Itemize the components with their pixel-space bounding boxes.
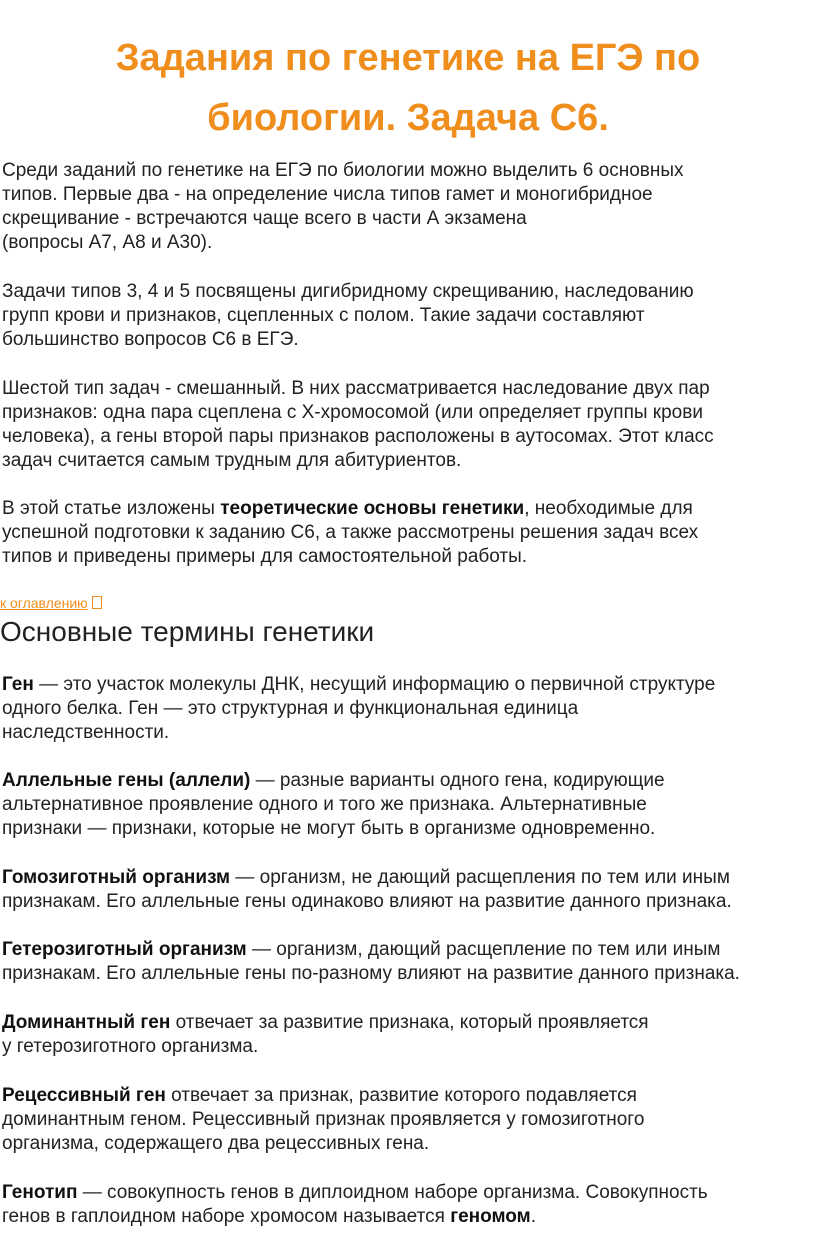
text-line [2, 673, 814, 697]
term-recessive [2, 1084, 814, 1156]
text-span: генов в гаплоидном наборе хромосом называется [2, 1206, 451, 1227]
text-line: организма, содержащего два рецессивных гена. [2, 1133, 430, 1154]
text-line: признаков: одна пара сцеплена с Х-хромосомой (или определяет группы крови [2, 402, 703, 423]
text-line: групп крови и признаков, сцепленных с полом. Такие задачи составляют [2, 305, 645, 326]
intro-paragraph-2 [2, 280, 814, 352]
text-line: альтернативное проявление одного и того же признака. Альтернативные [2, 794, 647, 815]
text-span: В этой статье изложены [2, 498, 221, 519]
term-definition: — это участок молекулы ДНК, несущий информацию о первичной структуре [33, 674, 716, 695]
text-line: Среди заданий по генетике на ЕГЭ по биологии можно выделить 6 основных [2, 160, 684, 181]
term-genotype [2, 1181, 814, 1229]
page-title [0, 28, 816, 148]
text-line: типов и приведены примеры для самостоятельной работы. [2, 546, 528, 567]
bold-term: геномом [450, 1206, 531, 1227]
text-line: одного белка. Ген — это структурная и функциональная единица [2, 698, 579, 719]
text-line: Задачи типов 3, 4 и 5 посвящены дигибридному скрещиванию, наследованию [2, 281, 694, 302]
intro-paragraph-1 [2, 159, 814, 255]
toc-link-label: к оглавлению [0, 595, 88, 611]
term-definition: отвечает за развитие признака, который проявляется [170, 1012, 649, 1033]
text-line: наследственности. [2, 722, 170, 743]
text-line: задач считается самым трудным для абитуриентов. [2, 450, 462, 471]
term-definition: отвечает за признак, развитие которого подавляется [165, 1085, 637, 1106]
page-title-line-2: биологии. Задача С6. [207, 97, 609, 139]
text-line [2, 1084, 814, 1108]
intro-paragraph-4 [2, 497, 814, 569]
toc-link[interactable] [0, 594, 102, 612]
text-line: успешной подготовки к заданию С6, а также рассмотрены решения задач всех [2, 522, 699, 543]
text-line: Шестой тип задач - смешанный. В них рассматривается наследование двух пар [2, 378, 710, 399]
text-span: , необходимые для [524, 498, 693, 519]
text-line [2, 1181, 814, 1205]
term-name: Аллельные гены (аллели) [2, 770, 251, 791]
text-line [2, 1011, 814, 1035]
intro-paragraph-3 [2, 377, 814, 473]
text-line [2, 1205, 814, 1229]
text-line [2, 497, 814, 521]
term-name: Доминантный ген [2, 1012, 171, 1033]
term-name: Рецессивный ген [2, 1085, 166, 1106]
term-gene [2, 673, 814, 745]
text-span: . [530, 1206, 536, 1227]
term-definition: — организм, не дающий расщепления по тем или иным [230, 867, 730, 888]
term-alleles [2, 769, 814, 841]
term-heterozygous [2, 938, 814, 986]
text-line [2, 938, 814, 962]
term-name: Гомозиготный организм [2, 867, 231, 888]
text-line: человека), а гены второй пары признаков расположены в аутосомах. Этот класс [2, 426, 714, 447]
text-line: признаки — признаки, которые не могут быть в организме одновременно. [2, 818, 656, 839]
text-line [2, 866, 814, 890]
term-name: Ген [2, 674, 34, 695]
term-definition: — разные варианты одного гена, кодирующие [250, 770, 665, 791]
term-homozygous [2, 866, 814, 914]
term-name: Гетерозиготный организм [2, 939, 247, 960]
text-line [2, 769, 814, 793]
section-heading: Основные термины генетики [0, 616, 375, 647]
text-line: доминантным геном. Рецессивный признак проявляется у гомозиготного [2, 1109, 645, 1130]
term-definition: — совокупность генов в диплоидном наборе организма. Совокупность [77, 1182, 708, 1203]
text-line: у гетерозиготного организма. [2, 1036, 259, 1057]
text-line: типов. Первые два - на определение числа типов гамет и моногибридное [2, 184, 653, 205]
text-line: признакам. Его аллельные гены одинаково влияют на развитие данного признака. [2, 891, 732, 912]
text-line: признакам. Его аллельные гены по-разному влияют на развитие данного признака. [2, 963, 740, 984]
page-title-line-1: Задания по генетике на ЕГЭ по [115, 37, 701, 79]
text-line: скрещивание - встречаются чаще всего в части А экзамена [2, 208, 527, 229]
term-name: Генотип [2, 1182, 78, 1203]
text-line: (вопросы А7, А8 и А30). [2, 232, 213, 253]
bold-term: теоретические основы генетики [220, 498, 525, 519]
arrow-up-icon [92, 596, 102, 609]
term-dominant [2, 1011, 814, 1059]
text-line: большинство вопросов С6 в ЕГЭ. [2, 329, 299, 350]
term-definition: — организм, дающий расщепление по тем или иным [246, 939, 721, 960]
